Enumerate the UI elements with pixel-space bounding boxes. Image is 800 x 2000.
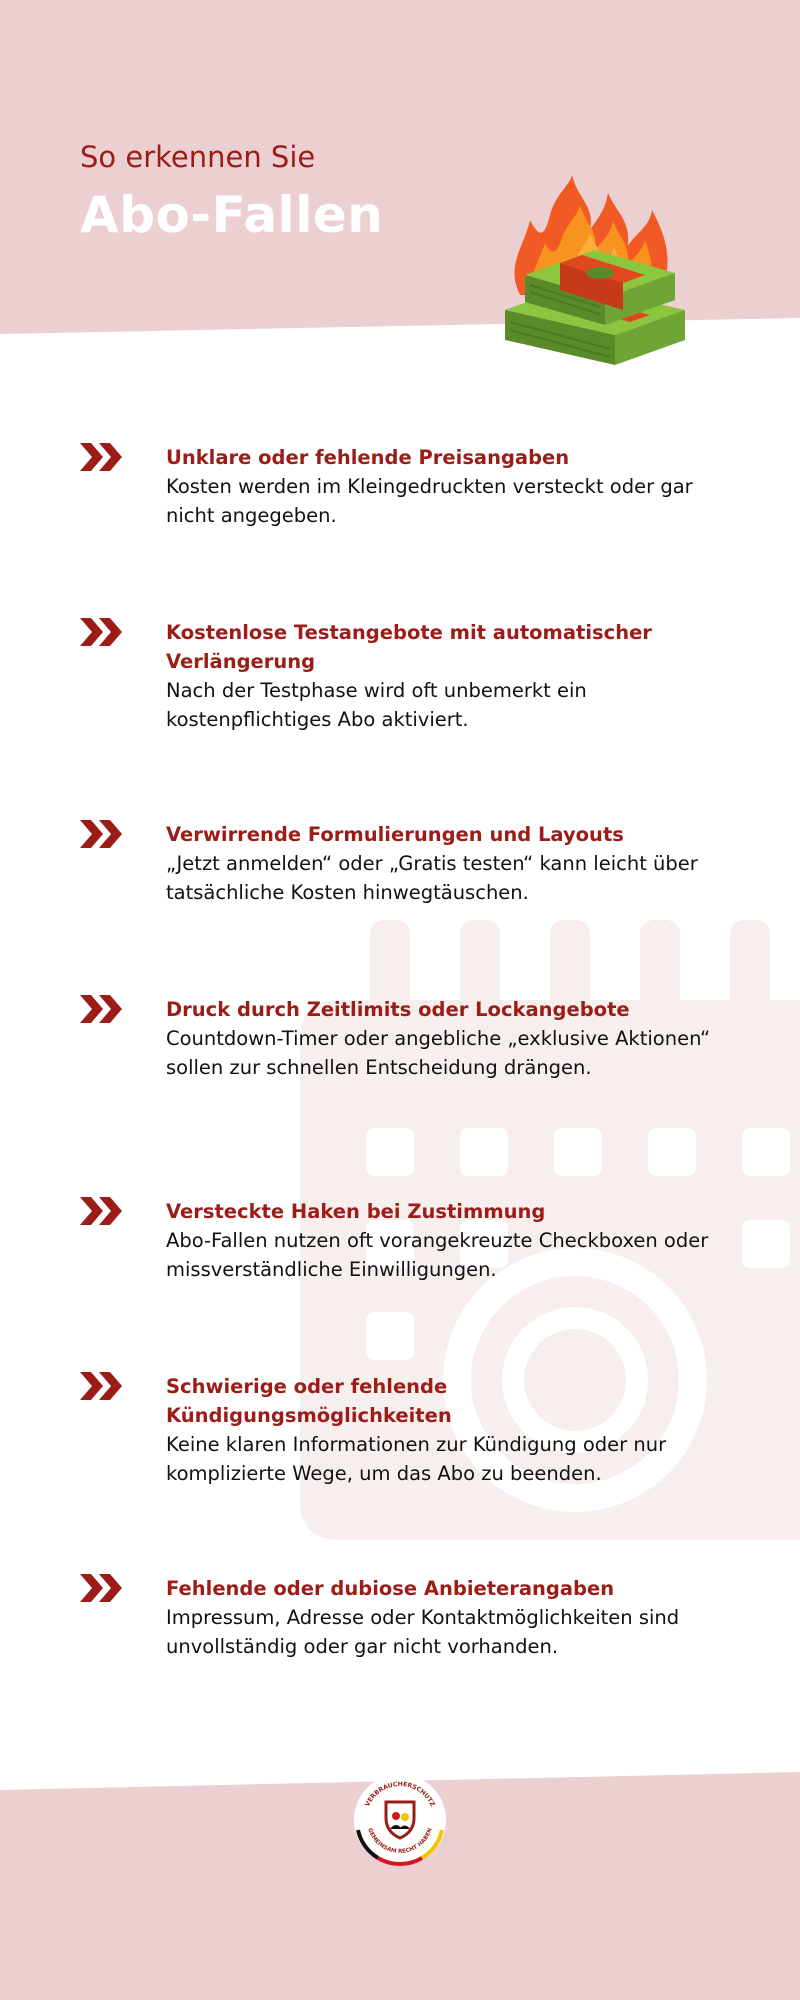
double-chevron-right-icon xyxy=(80,618,124,646)
double-chevron-right-icon xyxy=(80,1372,124,1400)
verbraucherschutz-logo xyxy=(352,1772,448,1868)
double-chevron-right-icon xyxy=(80,443,124,471)
item-title: Unklare oder fehlende Preisangaben xyxy=(166,446,570,469)
double-chevron-right-icon xyxy=(80,995,124,1023)
item-title: Druck durch Zeitlimits oder Lockangebote xyxy=(166,998,630,1021)
item-description: Countdown-Timer oder angebliche „exklusive Aktionen“ sollen zur schnellen Entscheidung drängen. xyxy=(166,1027,711,1079)
header-title: Abo-Fallen xyxy=(80,186,384,244)
item-title: Verwirrende Formulierungen und Layouts xyxy=(166,823,624,846)
item-text xyxy=(166,820,736,907)
item-description: „Jetzt anmelden“ oder „Gratis testen“ kann leicht über tatsächliche Kosten hinwegtäuschen. xyxy=(166,852,698,904)
item-description: Abo-Fallen nutzen oft vorangekreuzte Checkboxen oder missverständliche Einwilligungen. xyxy=(166,1229,709,1281)
item-description: Nach der Testphase wird oft unbemerkt ein kostenpflichtiges Abo aktiviert. xyxy=(166,679,587,731)
item-text xyxy=(166,1197,736,1284)
item-description: Impressum, Adresse oder Kontaktmöglichkeiten sind unvollständig oder gar nicht vorhanden. xyxy=(166,1606,680,1658)
item-text xyxy=(166,618,736,734)
item-title: Schwierige oder fehlende Kündigungsmöglichkeiten xyxy=(166,1375,452,1427)
item-description: Kosten werden im Kleingedruckten versteckt oder gar nicht angegeben. xyxy=(166,475,693,527)
header-subtitle: So erkennen Sie xyxy=(80,140,316,174)
item-title: Fehlende oder dubiose Anbieterangaben xyxy=(166,1577,615,1600)
item-text xyxy=(166,1574,736,1661)
item-text xyxy=(166,1372,736,1488)
logo-top-text: VERBRAUCHERSCHUTZ xyxy=(364,1780,436,1808)
item-text xyxy=(166,995,736,1082)
item-title: Versteckte Haken bei Zustimmung xyxy=(166,1200,546,1223)
double-chevron-right-icon xyxy=(80,820,124,848)
double-chevron-right-icon xyxy=(80,1574,124,1602)
item-description: Keine klaren Informationen zur Kündigung oder nur komplizierte Wege, um das Abo zu beenden. xyxy=(166,1433,667,1485)
item-text xyxy=(166,443,736,530)
double-chevron-right-icon xyxy=(80,1197,124,1225)
burning-money-icon xyxy=(500,175,690,385)
logo-bottom-text: GEMEINSAM RECHT HABEN xyxy=(366,1827,434,1855)
item-title: Kostenlose Testangebote mit automatischer Verlängerung xyxy=(166,621,652,673)
